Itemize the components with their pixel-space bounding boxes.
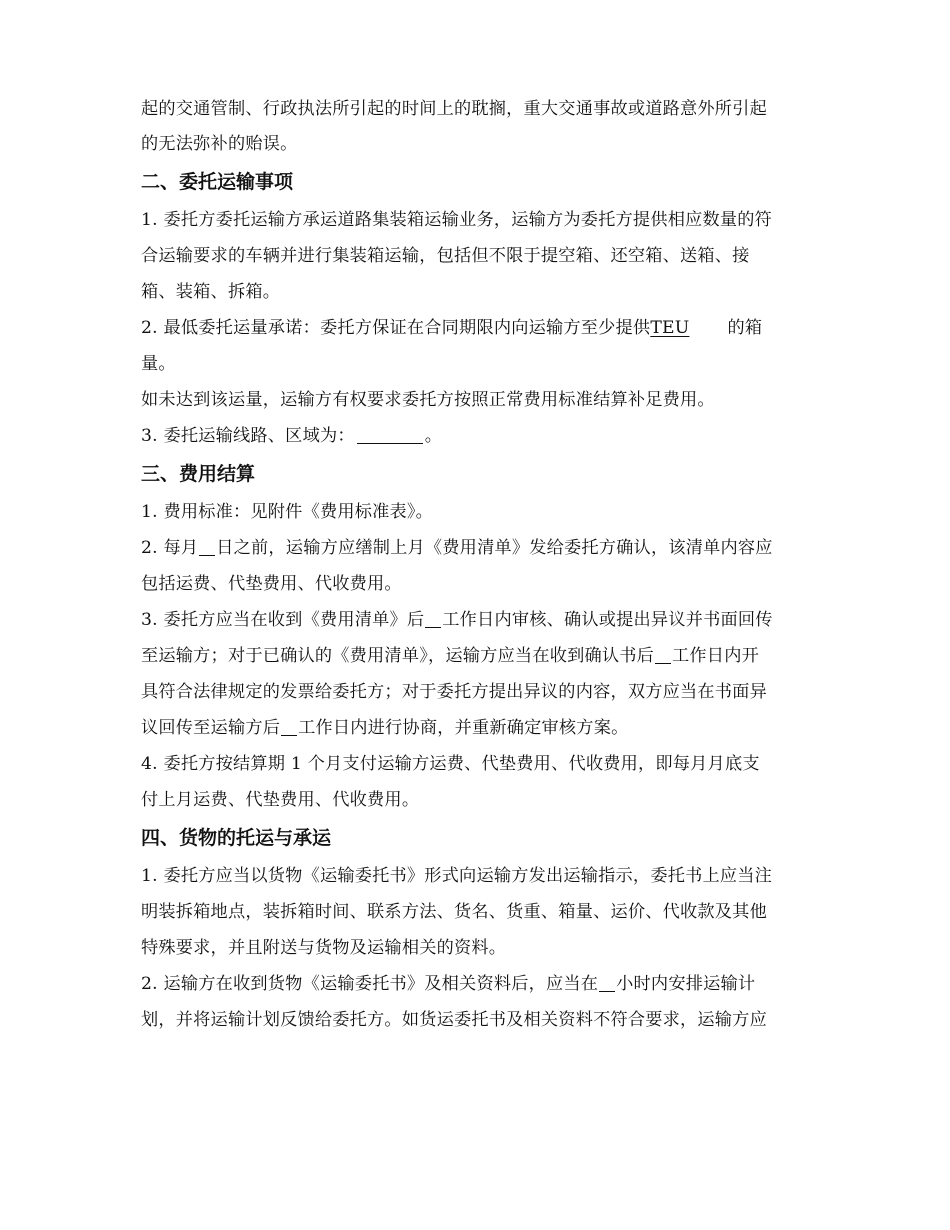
text-line: 付上月运费、代垫费用、代收费用。	[141, 790, 420, 810]
fill-in-blank	[425, 609, 441, 628]
section-heading-3: 三、费用结算	[141, 463, 256, 485]
text-line: 明装拆箱地点，装拆箱时间、联系方法、货名、货重、箱量、运价、代收款及其他	[141, 902, 767, 922]
text-line: 箱、装箱、拆箱。	[141, 282, 281, 302]
text-segment: 2. 每月	[141, 538, 199, 558]
text-segment: 。	[424, 426, 443, 446]
text-line: 如未达到该运量，运输方有权要求委托方按照正常费用标准结算补足费用。	[141, 390, 715, 410]
fill-in-blank	[281, 717, 297, 736]
text-line	[141, 710, 813, 746]
text-line: 包括运费、代垫费用、代收费用。	[141, 574, 402, 594]
text-line: 4. 委托方按结算期 1 个月支付运输方运费、代垫费用、代收费用，即每月月底支	[141, 754, 760, 774]
text-line: 1. 委托方委托运输方承运道路集装箱运输业务，运输方为委托方提供相应数量的符	[141, 210, 773, 230]
underlined-unit: TEU	[650, 318, 690, 338]
text-line	[141, 418, 813, 454]
text-segment: 小时内安排运输计	[616, 974, 756, 994]
text-line	[141, 310, 813, 346]
text-line	[141, 530, 813, 566]
text-line: 划，并将运输计划反馈给委托方。如货运委托书及相关资料不符合要求，运输方应	[141, 1010, 767, 1030]
text-line: 具符合法律规定的发票给委托方；对于委托方提出异议的内容，双方应当在书面异	[141, 682, 767, 702]
text-segment: 议回传至运输方后	[141, 718, 281, 738]
fill-in-blank	[199, 537, 215, 556]
fill-in-blank	[599, 973, 615, 992]
text-line: 1. 费用标准：见附件《费用标准表》。	[141, 502, 434, 522]
text-segment: 2. 运输方在收到货物《运输委托书》及相关资料后，应当在	[141, 974, 599, 994]
text-line: 1. 委托方应当以货物《运输委托书》形式向运输方发出运输指示，委托书上应当注	[141, 866, 773, 886]
text-segment: 2. 最低委托运量承诺：委托方保证在合同期限内向运输方至少提供	[141, 318, 651, 338]
fill-in-blank	[357, 425, 423, 444]
section-heading-2: 二、委托运输事项	[141, 171, 294, 193]
text-line	[141, 602, 813, 638]
fill-in-blank	[655, 645, 671, 664]
text-segment: 至运输方；对于已确认的《费用清单》，运输方应当在收到确认书后	[141, 646, 655, 666]
text-line: 的无法弥补的贻误。	[141, 134, 298, 154]
text-segment: 工作日内进行协商，并重新确定审核方案。	[298, 718, 629, 738]
section-heading-4: 四、货物的托运与承运	[141, 827, 332, 849]
text-line	[141, 966, 813, 1002]
text-segment: 日之前，运输方应缮制上月《费用清单》发给委托方确认，该清单内容应	[216, 538, 773, 558]
text-line: 量。	[141, 354, 176, 374]
text-segment: 3. 委托运输线路、区域为：	[141, 426, 355, 446]
text-line: 合运输要求的车辆并进行集装箱运输，包括但不限于提空箱、还空箱、送箱、接	[141, 246, 750, 266]
text-segment: 3. 委托方应当在收到《费用清单》后	[141, 610, 425, 630]
text-segment: 的箱	[727, 318, 763, 338]
text-line	[141, 638, 813, 674]
text-line: 起的交通管制、行政执法所引起的时间上的耽搁，重大交通事故或道路意外所引起	[141, 99, 767, 119]
text-line: 特殊要求，并且附送与货物及运输相关的资料。	[141, 938, 507, 958]
text-segment: 工作日内审核、确认或提出异议并书面回传	[442, 610, 773, 630]
text-segment: 工作日内开	[672, 646, 759, 666]
document-page	[141, 92, 813, 1038]
